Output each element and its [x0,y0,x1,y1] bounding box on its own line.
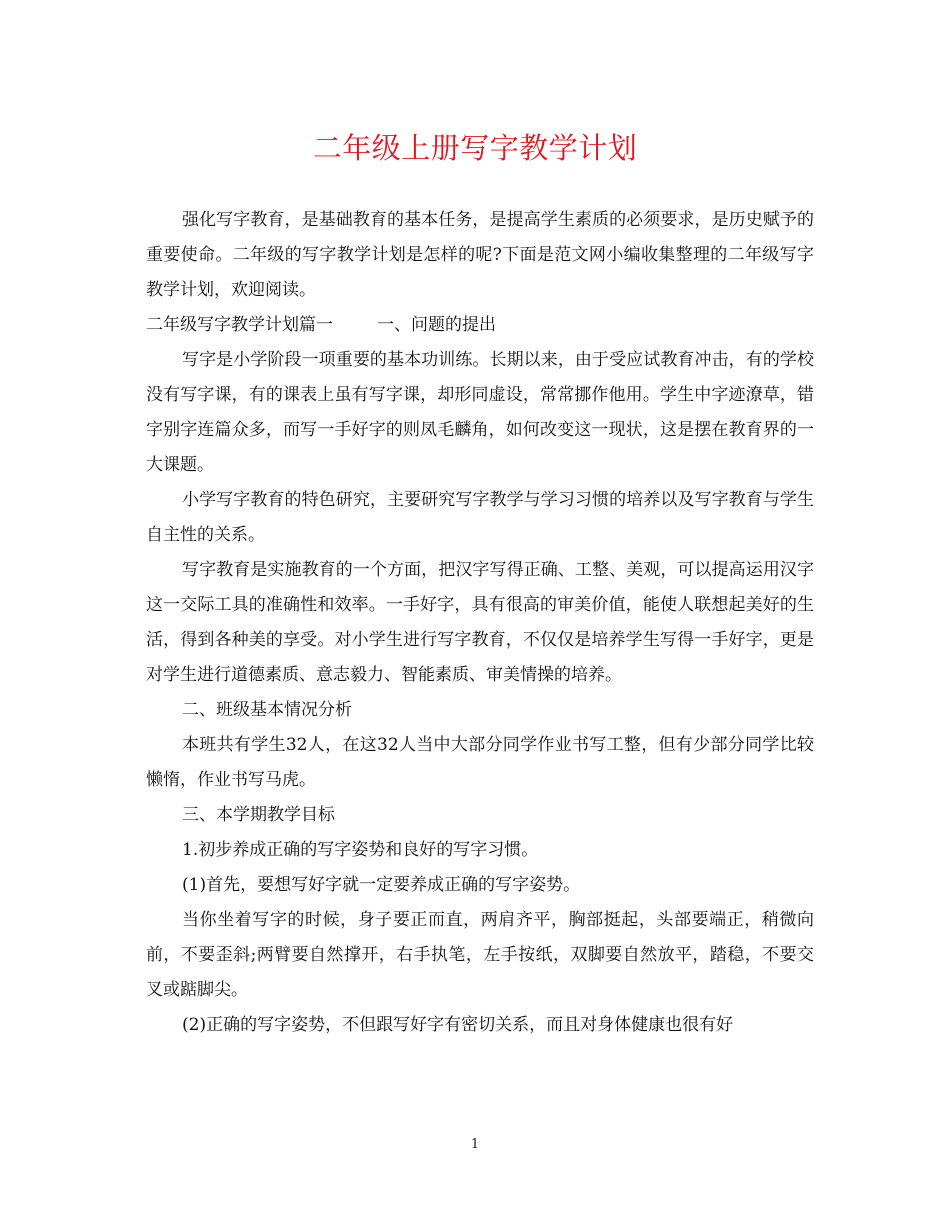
goal-item-1: 1.初步养成正确的写字姿势和良好的写字习惯。 [182,840,539,860]
section-heading-goals: 三、本学期教学目标 [182,805,335,825]
paragraph-intro: 强化写字教育，是基础教育的基本任务，是提高学生素质的必须要求，是历史赋予的重要使命。二年级的写字教学计划是怎样的呢?下面是范文网小编收集整理的二年级写字教学计划，欢迎阅读。 [146,210,814,300]
paragraph-writing-education: 写字教育是实施教育的一个方面，把汉字写得正确、工整、美观，可以提高运用汉字这一交际工具的准确性和效率。一手好字，具有很高的审美价值，能使人联想起美好的生活，得到各种美的享受。对小学生进行写字教育，不仅仅是培养学生写得一手好字，更是对学生进行道德素质、意志毅力、智能素质、审美情操的培养。 [146,560,814,685]
paragraph-class-analysis: 本班共有学生32人，在这32人当中大部分同学作业书写工整，但有少部分同学比较懒惰，作业书写马虎。 [146,735,814,790]
goal-subitem-2: (2)正确的写字姿势，不但跟写好字有密切关系，而且对身体健康也很有好 [182,1015,734,1035]
document-body [146,203,814,1043]
section-heading-line [146,308,814,343]
page-number: 1 [470,1137,480,1152]
document-title: 二年级上册写字教学计划 [312,131,638,165]
paragraph-research: 小学写字教育的特色研究，主要研究写字教学与学习习惯的培养以及写字教育与学生自主性的关系。 [146,490,814,545]
goal-subitem-1: (1)首先，要想写好字就一定要养成正确的写字姿势。 [182,875,581,895]
section-heading-class-analysis: 二、班级基本情况分析 [182,700,352,720]
plan-part-heading: 二年级写字教学计划篇一 [146,315,333,335]
paragraph-problem: 写字是小学阶段一项重要的基本功训练。长期以来，由于受应试教育冲击，有的学校没有写字课，有的课表上虽有写字课，却形同虚设，常常挪作他用。学生中字迹潦草，错字别字连篇众多，而写一手好字的则凤毛麟角，如何改变这一现状，这是摆在教育界的一大课题。 [146,350,814,475]
paragraph-posture: 当你坐着写字的时候，身子要正而直，两肩齐平，胸部挺起，头部要端正，稍微向前，不要歪斜;两臂要自然撑开，右手执笔，左手按纸，双脚要自然放平，踏稳，不要交叉或踮脚尖。 [146,910,814,1000]
section-heading-problem: 一、问题的提出 [377,315,496,335]
